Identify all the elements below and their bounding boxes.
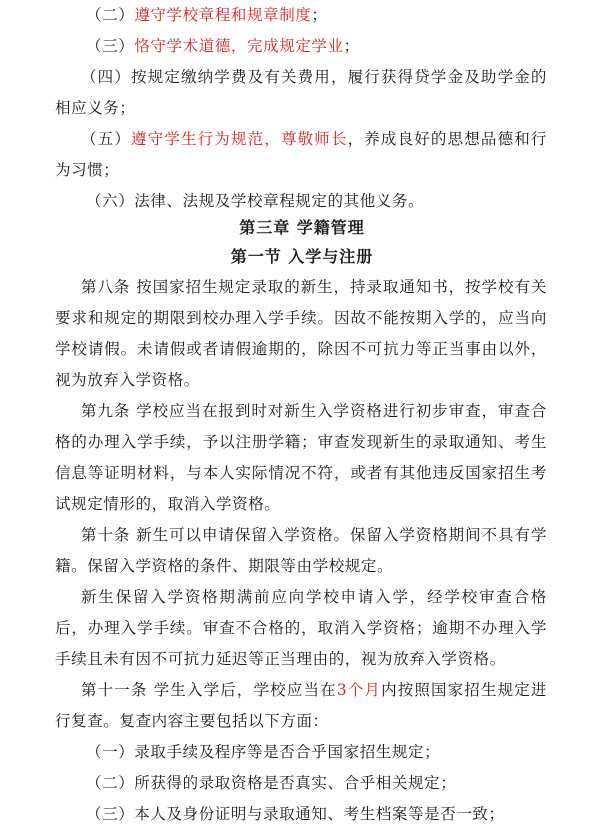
- article-10: 第十条 新生可以申请保留入学资格。保留入学资格期间不具有学籍。保留入学资格的条件、期限等由学校规定。: [55, 526, 547, 575]
- chapter-title: 第三章 学籍管理: [239, 218, 365, 237]
- item-three: [86, 31, 546, 62]
- article-11-highlight: 3个月: [336, 681, 382, 699]
- article-8: 第八条 按国家招生规定录取的新生，持录取通知书，按学校有关要求和规定的期限到校办理入学手续。因故不能按期入学的，应当向学校请假。未请假或者请假逾期的，除因不可抗力等正当事由以外，视为放弃入学资格。: [55, 278, 547, 389]
- article-11-after: 内按照国家招生规定进行复查。复查内容主要包括以下方面：: [55, 681, 547, 730]
- item-three-prefix: （三）: [86, 37, 135, 55]
- item-three-rest: ；: [343, 37, 360, 55]
- article-11-before: 第十一条 学生入学后，学校应当在: [81, 681, 337, 699]
- item-two-rest: ；: [311, 6, 328, 24]
- item-two-prefix: （二）: [86, 6, 135, 24]
- section-title: 第一节 入学与注册: [230, 247, 374, 266]
- review-item-three: （三）本人及身份证明与录取通知、考生档案等是否一致；: [86, 805, 505, 823]
- item-five-highlight: 遵守学生行为规范，尊敬师长: [131, 130, 348, 148]
- item-two: [86, 0, 546, 31]
- item-four: （四）按规定缴纳学费及有关费用，履行获得贷学金及助学金的相应义务；: [55, 68, 547, 117]
- item-three-highlight: 恪守学术道德，完成规定学业: [134, 37, 344, 55]
- article-10-paragraph-2: 新生保留入学资格期满前应向学校申请入学，经学校审查合格后，办理入学手续。审查不合格的，取消入学资格；逾期不办理入学手续且未有因不可抗力延迟等正当理由的，视为放弃入学资格。: [55, 588, 547, 668]
- review-item-one: （一）录取手续及程序等是否合乎国家招生规定；: [86, 743, 441, 761]
- item-six: （六）法律、法规及学校章程规定的其他义务。: [86, 192, 425, 210]
- item-five-rest: ，养成良好的思想品德和行为习惯；: [55, 130, 547, 179]
- review-item-two: （二）所获得的录取资格是否真实、合乎相关规定；: [86, 774, 457, 792]
- item-two-highlight: 遵守学校章程和规章制度: [134, 6, 312, 24]
- item-five-prefix: （五）: [81, 130, 131, 148]
- item-five: [55, 124, 547, 186]
- article-9: 第九条 学校应当在报到时对新生入学资格进行初步审查，审查合格的办理入学手续，予以注册学籍；审查发现新生的录取通知、考生信息等证明材料，与本人实际情况不符，或者有其他违反国家招生考试规定情形的，取消入学资格。: [55, 402, 547, 513]
- article-11: [55, 675, 547, 737]
